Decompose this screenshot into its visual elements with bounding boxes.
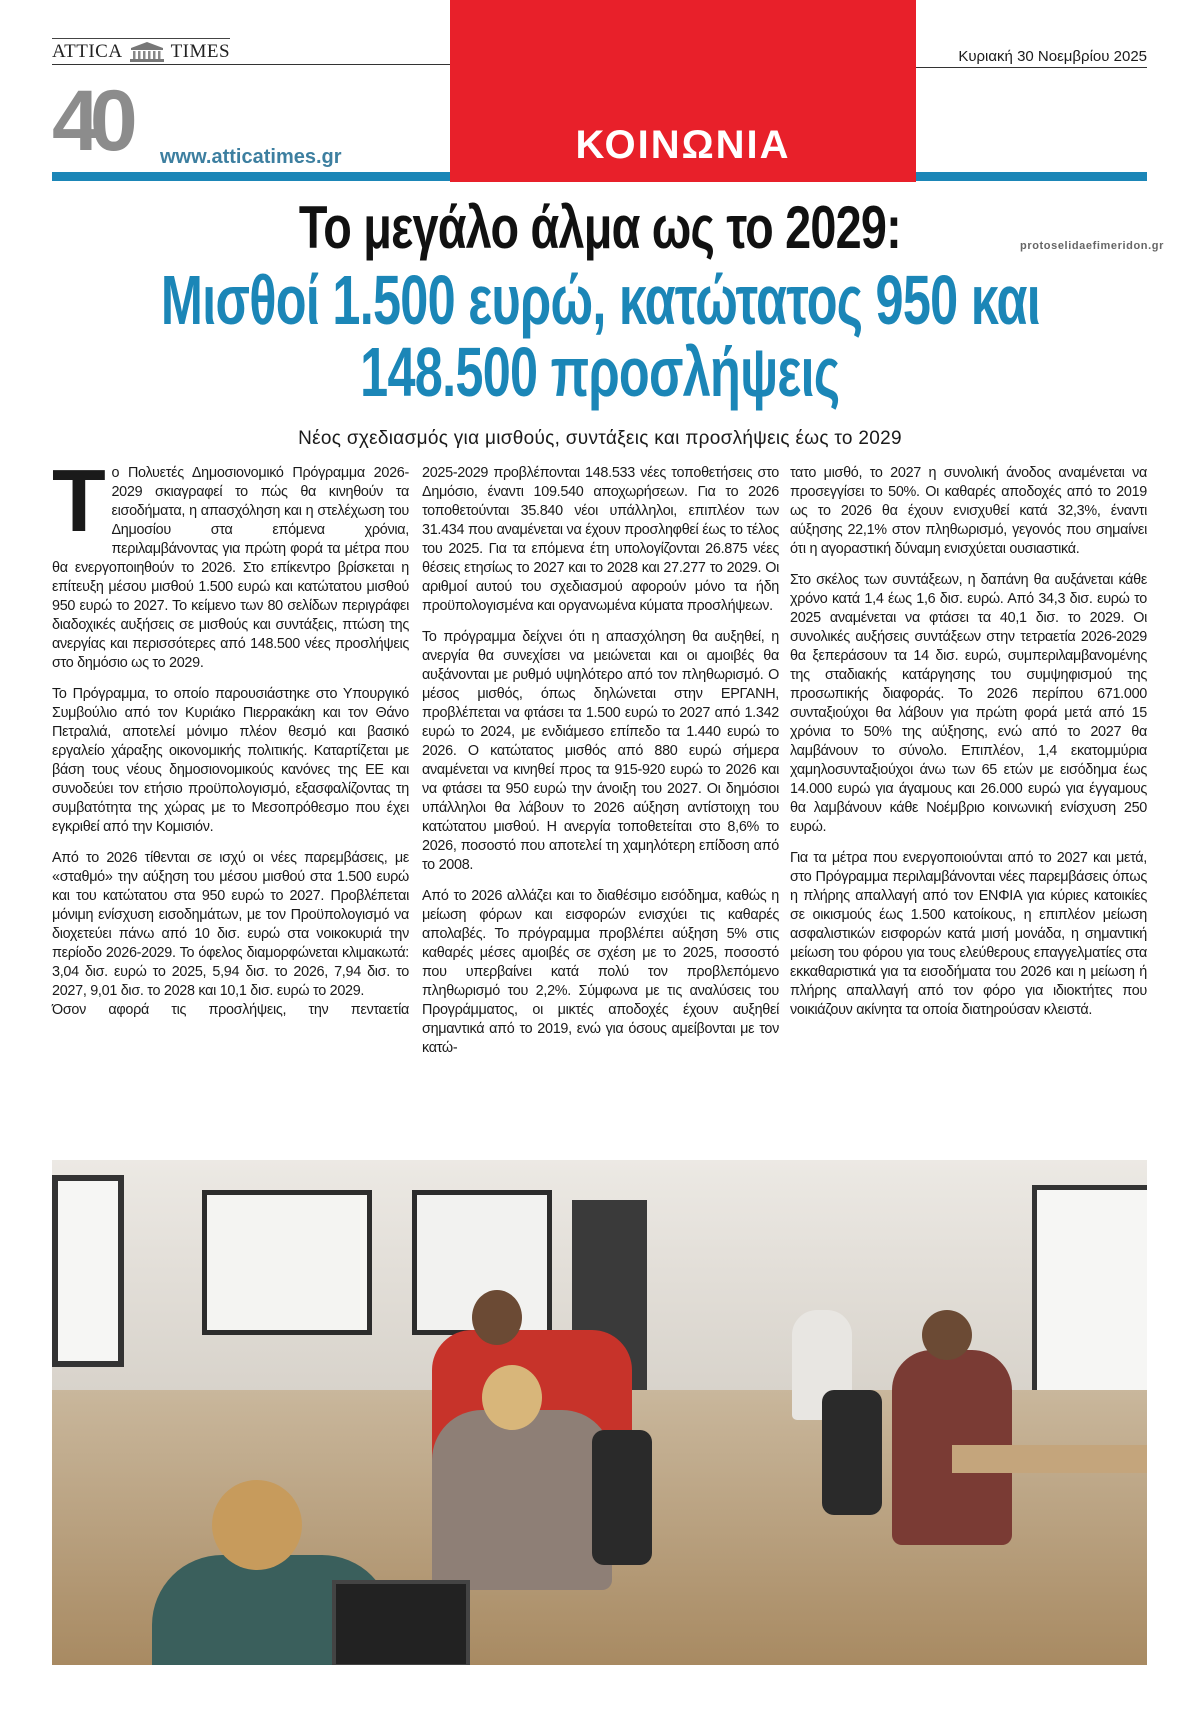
divider-bar-right — [916, 172, 1147, 181]
headline-row-3 — [0, 333, 1200, 411]
paragraph: 2025-2029 προβλέπονται 148.533 νέες τοποθετήσεις στο Δημόσιο, έναντι 109.540 αποχωρήσεων. Για το 2026 τοποθετούνται 35.840 νέοι υπάλληλοι, επιπλέον των 31.434 που αναμένεται να έχουν προσληφθεί έως το τέλος του 2025. Για τα επόμενα έτη υπολογίζονται 26.875 νέες θέσεις ετησίως το 2027 και το 2028 και 27.277 το 2029. Οι αριθμοί αυτού του σχεδιασμού αφορούν μόνο τα ήδη προϋπολογισμένα και οργανωμένα κύματα προσλήψεων. — [422, 465, 779, 614]
headline-row-2 — [0, 261, 1200, 339]
paragraph: Το πρόγραμμα δείχνει ότι η απασχόληση θα αυξηθεί, η ανεργία θα συνεχίσει να μειώνεται και οι αμοιβές θα αυξάνονται με ρυθμό υψηλότερο από τον πληθωρισμό. Ο μέσος μισθός, όπως δηλώνεται στην ΕΡΓΑΝΗ, προβλέπεται να φτάσει τα 1.500 ευρώ το 2027 από 1.342 ευρώ το 2024, με ενδιάμεσο επίπεδο τα 1.440 ευρώ το 2026. Ο κατώτατος μισθός από 880 ευρώ σήμερα αναμένεται να κινηθεί προς τα 915-920 ευρώ το 2026 και να φτάσει τα 950 ευρώ την άνοιξη του 2027. Οι δημόσιοι υπάλληλοι θα λάβουν το 2026 αύξηση αντίστοιχη του κατώτατου μισθού. Η ανεργία τοποθετείται στο 8,6% το 2026, ποσοστό που αποτελεί τη χαμηλότερη επίδοση από το 2008. — [422, 629, 779, 873]
paragraph: τατο μισθό, το 2027 η συνολική άνοδος αναμένεται να προσεγγίσει το 50%. Οι καθαρές αποδοχές από το 2019 ως το 2026 θα έχουν ενισχυθεί κατά 32,3%, έναντι αύξησης 22,1% στον πληθωρισμό, γεγονός που σημαίνει ότι η αγοραστική δύναμη ενισχύεται ουσιαστικά. — [790, 465, 1147, 557]
watermark: protoselidaefimeridon.gr — [1020, 240, 1164, 252]
headline-line-2: Μισθοί 1.500 ευρώ, κατώτατος 950 και — [160, 261, 1040, 339]
article-column-1 — [52, 451, 409, 1032]
article-column-3 — [790, 464, 1147, 1032]
paragraph: Όσον αφορά τις προσλήψεις, την πενταετία — [52, 1002, 409, 1018]
section-banner — [450, 0, 916, 182]
logo-left-text: ATTICA — [52, 41, 123, 62]
headline-row-1 — [0, 194, 1200, 261]
divider-bar-left — [52, 172, 450, 181]
paragraph: Για τα μέτρα που ενεργοποιούνται από το 2027 και μετά, στο Πρόγραμμα περιλαμβάνονται νέες παρεμβάσεις όπως η πλήρης απαλλαγή από τον ΕΝΦΙΑ για κύριες κατοικίες σε οικισμούς έως 1.500 κατοίκους, η επιπλέον μείωση ασφαλιστικών εισφορών κατά μισή μονάδα, η σημαντική μείωση του φόρου για τους ελεύθερους επαγγελματίες στα εκκαθαριστικά για τα εισοδήματα του 2026 και η μείωση ή πλήρης απαλλαγή από τον φόρο για ιδιοκτήτες που νοικιάζουν ακίνητα τα οποία διατηρούσαν κλειστά. — [790, 850, 1147, 1018]
paragraph: Το Πρόγραμμα, το οποίο παρουσιάστηκε στο Υπουργικό Συμβούλιο από τον Κυριάκο Πιερρακάκη και τον Θάνο Πετραλιά, αποτελεί μόνιμο πλέον θεσμό και βασικό εργαλείο χάραξης οικονομικής πολιτικής. Καταρτίζεται με βάση τους νέους δημοσιονομικούς κανόνες της ΕΕ και συνοδεύει τον ετήσιο προϋπολογισμό, εξασφαλίζοντας τη συμβατότητα της χώρας με το Μεσοπρόθεσμο που έχει εγκριθεί από την Κομισιόν. — [52, 686, 409, 835]
temple-icon — [127, 42, 167, 62]
article-subtitle: Νέος σχεδιασμός για μισθούς, συντάξεις και προσλήψεις έως το 2029 — [298, 428, 902, 449]
paragraph: Από το 2026 τίθενται σε ισχύ οι νέες παρεμβάσεις, με «σταθμό» την αύξηση του μέσου μισθού στα 1.500 ευρώ και του κατώτατου στα 950 ευρώ το 2027. Προβλέπεται μόνιμη ενίσχυση εισοδημάτων, με τον Προϋπολογισμό να διοχετεύει πάνω από 10 δισ. ευρώ στα νοικοκυριά την περίοδο 2026-2029. Το όφελος διαμορφώνεται κλιμακωτά: 3,04 δισ. ευρώ το 2025, 5,94 δισ. το 2026, 7,94 δισ. το 2027, 9,01 δισ. το 2028 και 10,1 δισ. ευρώ το 2029. — [52, 850, 409, 999]
issue-date: Κυριακή 30 Νοεμβρίου 2025 — [916, 48, 1147, 68]
website-url: www.atticatimes.gr — [160, 146, 342, 168]
attica-times-logo — [52, 38, 230, 63]
headline-line-3: 148.500 προσλήψεις — [360, 333, 840, 411]
masthead — [52, 36, 450, 65]
paragraph: Από το 2026 αλλάζει και το διαθέσιμο εισόδημα, καθώς η μείωση φόρων και εισφορών ενισχύει τις καθαρές απολαβές. Το πρόγραμμα προβλέπει αύξηση 5% στις καθαρές μέσες αμοιβές σε σχέση με το 2025, ποσοστό που υπερβαίνει κατά πολύ τον προβλεπόμενο πληθωρισμό του 2,2%. Σύμφωνα με τις αναλύσεις του Προγράμματος, οι μικτές αποδοχές έχουν αυξηθεί σημαντικά από το 2019, ενώ για όσους αμείβονται με τον κατώ- — [422, 888, 779, 1056]
article-column-2 — [422, 464, 779, 1070]
paragraph: ο Πολυετές Δημοσιονομικό Πρόγραμμα 2026-2029 σκιαγραφεί το πώς θα κινηθούν τα εισοδήματα, η απασχόληση και η στελέχωση του Δημοσίου στα επόμενα χρόνια, περιλαμβάνοντας για πρώτη φορά τα μέτρα που θα ενεργοποιηθούν το 2026. Στο επίκεντρο βρίσκεται η επίτευξη μέσου μισθού 1.500 ευρώ και κατώτατου μισθού 950 ευρώ το 2027. Το κείμενο των 80 σελίδων περιγράφει διαδοχικές αυξήσεις σε μισθούς και συντάξεις, πτώση της ανεργίας και περισσότερες από 148.500 νέες προσλήψεις στο δημόσιο ως το 2029. — [52, 465, 409, 671]
headline-line-1: Το μεγάλο άλμα ως το 2029: — [298, 194, 902, 261]
drop-cap: Τ — [52, 451, 106, 550]
paragraph: Στο σκέλος των συντάξεων, η δαπάνη θα αυξάνεται κάθε χρόνο κατά 1,4 έως 1,6 δισ. ευρώ. Από 34,3 δισ. ευρώ το 2025 αναμένεται να φτάσει τα 40,1 δισ. το 2029. Οι συνολικές αυξήσεις συντάξεων στην τετραετία 2026-2029 θα ξεπεράσουν τα 14 δισ. ευρώ, συμπεριλαμβανομένης της σταδιακής κατάργησης του συμψηφισμού της προσωπικής διαφοράς. Το 2026 περίπου 671.000 συνταξιούχοι θα λάβουν για πρώτη φορά μετά από 15 χρόνια το 50% της αύξησης, ενώ από το 2027 θα λαμβάνουν το σύνολο. Επιπλέον, 1,4 εκατομμύρια χαμηλοσυνταξιούχοι άνω των 65 ετών με εισόδημα έως 14.000 ευρώ για άγαμους και 26.000 ευρώ για έγγαμους θα λαμβάνουν κάθε Νοέμβριο κοινωνική ενίσχυση 250 ευρώ. — [790, 572, 1147, 835]
office-photo — [52, 1160, 1147, 1665]
page-number: 40 — [52, 73, 128, 169]
logo-right-text: TIMES — [170, 41, 231, 62]
section-title: ΚΟΙΝΩΝΙΑ — [575, 123, 791, 167]
